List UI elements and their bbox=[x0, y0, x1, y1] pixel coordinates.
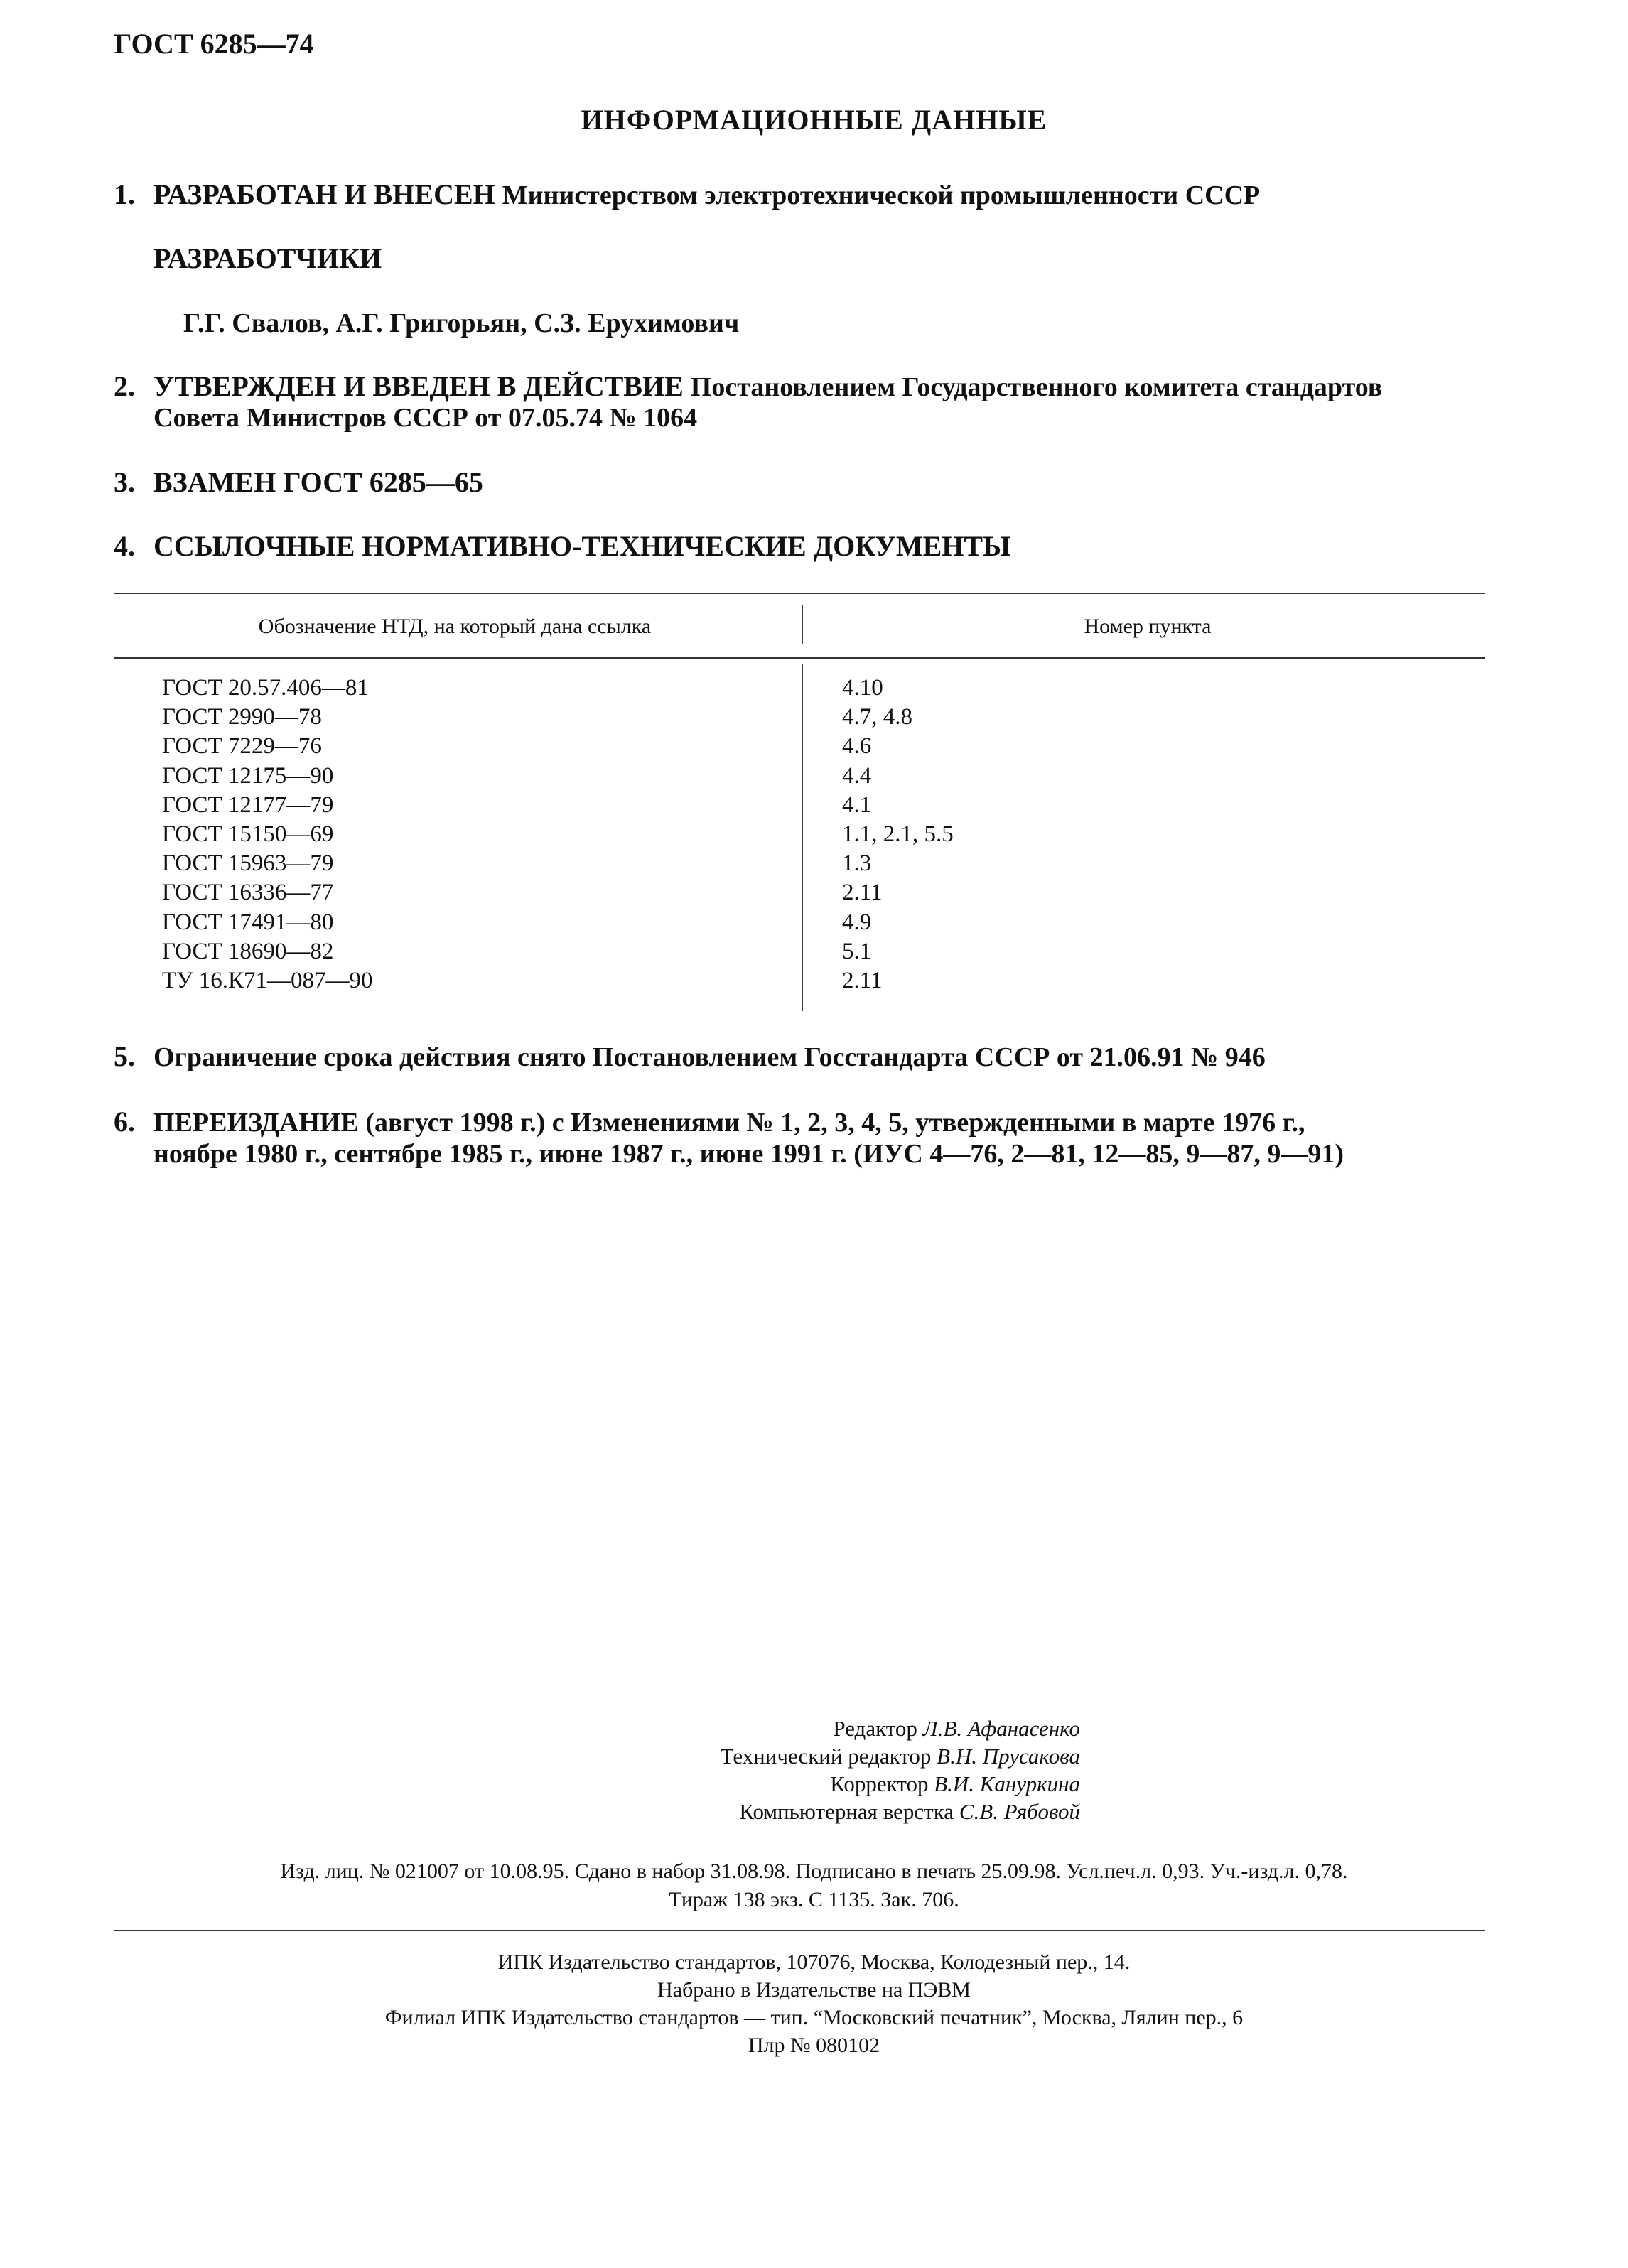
table-cell-clause: 1.1, 2.1, 5.5 bbox=[842, 821, 954, 848]
item-text: ВЗАМЕН ГОСТ 6285—65 bbox=[153, 466, 483, 498]
imprint-line-2: Тираж 138 экз. С 1135. Зак. 706. bbox=[669, 1888, 959, 1911]
imprint-line-1: Изд. лиц. № 021007 от 10.08.95. Сдано в набор 31.08.98. Подписано в печать 25.09.98. Усл.печ.л. 0,93. Уч.-изд.л. 0,78. bbox=[280, 1859, 1348, 1883]
item-number: 3. bbox=[114, 466, 135, 498]
table-cell-designation: ГОСТ 15963—79 bbox=[162, 850, 334, 877]
table-cell-clause: 4.4 bbox=[842, 762, 872, 789]
item-5 bbox=[114, 1040, 1266, 1073]
table-column-divider-header bbox=[802, 605, 803, 644]
publisher-line-2: Набрано в Издательстве на ПЭВМ bbox=[657, 1978, 971, 2002]
item-number: 6. bbox=[114, 1106, 135, 1138]
item-2 bbox=[114, 369, 1382, 403]
table-cell-clause: 4.7, 4.8 bbox=[842, 704, 912, 730]
credit-proofreader: Корректор В.И. Кануркина bbox=[830, 1771, 1080, 1796]
table-designations-column bbox=[162, 674, 373, 995]
publisher-line-3: Филиал ИПК Издательство стандартов — тип. “Московский печатник”, Москва, Лялин пер., 6 bbox=[384, 2006, 1244, 2029]
table-header-designation: Обозначение НТД, на который дана ссылка bbox=[258, 615, 652, 638]
table-cell-designation: ГОСТ 12175—90 bbox=[162, 762, 334, 789]
table-header-clause: Номер пункта bbox=[1084, 615, 1212, 638]
document-code: ГОСТ 6285—74 bbox=[114, 28, 314, 60]
table-cell-designation: ГОСТ 17491—80 bbox=[162, 909, 334, 935]
table-cell-designation: ГОСТ 15150—69 bbox=[162, 821, 334, 848]
imprint-rule bbox=[114, 1930, 1485, 1931]
table-cell-designation: ГОСТ 20.57.406—81 bbox=[162, 675, 369, 701]
table-cell-clause: 4.1 bbox=[842, 792, 872, 818]
item-number: 4. bbox=[114, 530, 135, 562]
table-cell-clause: 4.9 bbox=[842, 909, 872, 935]
item-number: 5. bbox=[114, 1040, 135, 1072]
item-text: Ограничение срока действия снято Постановлением Госстандарта СССР от 21.06.91 № 946 bbox=[153, 1042, 1266, 1072]
table-cell-clause: 2.11 bbox=[842, 968, 883, 994]
publisher-line-4: Плр № 080102 bbox=[748, 2034, 880, 2057]
table-cell-clause: 4.10 bbox=[842, 675, 883, 701]
credit-layout: Компьютерная верстка С.В. Рябовой bbox=[739, 1799, 1080, 1824]
table-cell-designation: ГОСТ 2990—78 bbox=[162, 704, 322, 730]
page-title: ИНФОРМАЦИОННЫЕ ДАННЫЕ bbox=[581, 104, 1047, 136]
table-cell-designation: ГОСТ 18690—82 bbox=[162, 938, 334, 964]
credit-editor: Редактор Л.В. Афанасенко bbox=[833, 1716, 1080, 1741]
table-cell-clause: 1.3 bbox=[842, 850, 872, 877]
item-text: ССЫЛОЧНЫЕ НОРМАТИВНО-ТЕХНИЧЕСКИЕ ДОКУМЕНТЫ bbox=[153, 530, 1011, 562]
item-number: 1. bbox=[114, 178, 135, 210]
item-text: Министерством электротехнической промышленности СССР bbox=[502, 180, 1261, 210]
table-cell-designation: ГОСТ 7229—76 bbox=[162, 733, 322, 760]
item-number: 2. bbox=[114, 370, 135, 402]
table-cell-designation: ТУ 16.К71—087—90 bbox=[162, 968, 373, 994]
table-column-divider bbox=[802, 664, 803, 1011]
item-6-line-2: ноябре 1980 г., сентябре 1985 г., июне 1987 г., июне 1991 г. (ИУС 4—76, 2—81, 12—85, 9—87, 9—91) bbox=[153, 1139, 1344, 1169]
item-1 bbox=[114, 178, 1260, 211]
item-4 bbox=[114, 529, 1010, 563]
item-3 bbox=[114, 465, 483, 499]
item-text: ПЕРЕИЗДАНИЕ (август 1998 г.) с Изменениями № 1, 2, 3, 4, 5, утвержденными в марте 1976 г., bbox=[153, 1108, 1305, 1138]
developers-label: РАЗРАБОТЧИКИ bbox=[153, 242, 382, 274]
item-2-line-2: Совета Министров СССР от 07.05.74 № 1064 bbox=[153, 403, 698, 433]
item-text: Постановлением Государственного комитета стандартов bbox=[690, 372, 1383, 402]
credit-technical-editor: Технический редактор В.Н. Прусакова bbox=[720, 1744, 1080, 1768]
publisher-line-1: ИПК Издательство стандартов, 107076, Москва, Колодезный пер., 14. bbox=[497, 1950, 1131, 1974]
item-6 bbox=[114, 1105, 1305, 1138]
table-clauses-column bbox=[842, 674, 954, 995]
developers-names: Г.Г. Свалов, А.Г. Григорьян, С.З. Ерухимович bbox=[183, 308, 740, 338]
table-cell-clause: 2.11 bbox=[842, 880, 883, 906]
table-cell-designation: ГОСТ 12177—79 bbox=[162, 792, 334, 818]
table-top-rule bbox=[114, 593, 1485, 594]
item-lead: УТВЕРЖДЕН И ВВЕДЕН В ДЕЙСТВИЕ bbox=[153, 370, 684, 402]
item-lead: РАЗРАБОТАН И ВНЕСЕН bbox=[153, 178, 495, 210]
table-header-rule bbox=[114, 657, 1485, 659]
table-cell-designation: ГОСТ 16336—77 bbox=[162, 880, 334, 906]
table-cell-clause: 4.6 bbox=[842, 733, 872, 760]
table-cell-clause: 5.1 bbox=[842, 938, 872, 964]
credits-block bbox=[540, 1714, 1080, 1825]
